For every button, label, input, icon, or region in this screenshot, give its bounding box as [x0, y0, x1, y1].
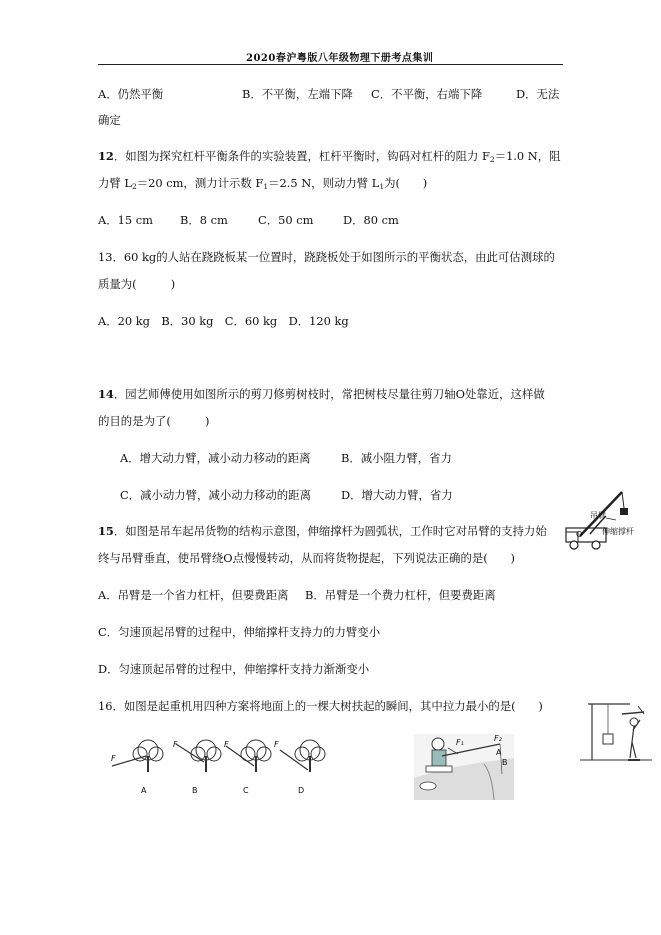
- q14-line2: 的目的是为了( ): [98, 414, 210, 428]
- q12-line1: [98, 148, 561, 168]
- fishing-label-b: B: [502, 758, 508, 767]
- header-rule: [98, 64, 563, 65]
- q14-option-d: D．增大动力臂，省力: [341, 488, 453, 502]
- q14-line1: [98, 386, 545, 402]
- fishing-label-a: A: [496, 748, 502, 757]
- q12-sub: 1: [263, 182, 269, 191]
- fishing-label-f1: F₁: [456, 738, 464, 747]
- q12-option-d: D．80 cm: [343, 213, 399, 227]
- q14-number: 14: [98, 387, 114, 401]
- q13-line2: 质量为( ): [98, 277, 176, 291]
- crane-figure: [560, 488, 650, 554]
- q14-text: ．园艺师傅使用如图所示的剪刀修剪树枝时，常把树枝尽量往剪刀轴O处靠近，这样做: [113, 387, 545, 401]
- q12-option-a: A．15 cm: [98, 213, 153, 227]
- q12-option-c: C．50 cm: [258, 213, 314, 227]
- q11-option-d-cont: 确定: [98, 113, 121, 127]
- q12-option-b: B．8 cm: [180, 213, 228, 227]
- q13-options: A．20 kg B．30 kg C．60 kg D．120 kg: [98, 314, 349, 328]
- crane-label-o: O: [576, 530, 583, 539]
- q15-text: ．如图是吊车起吊货物的结构示意图，伸缩撑杆为圆弧状，工作时它对吊臂的支持力始: [113, 524, 547, 538]
- q12-text: ＝1.0 N，阻: [494, 149, 561, 163]
- tree-label-c: C: [243, 786, 249, 795]
- q11-option-c: C．不平衡，右端下降: [371, 87, 483, 101]
- q12-sub: 1: [379, 182, 385, 191]
- fishing-figure: [414, 734, 514, 800]
- crane-label-arm: 吊臂: [590, 511, 606, 520]
- q12-number: 12: [98, 149, 114, 163]
- q12-text: 为( ): [384, 176, 428, 190]
- fishing-label-f2: F₂: [494, 734, 502, 743]
- q15-option-a: A．吊臂是一个省力杠杆，但要费距离: [98, 588, 289, 602]
- tree-label-d: D: [298, 786, 305, 795]
- q12-line2: [98, 175, 427, 195]
- page-header-title: 2020春沪粤版八年级物理下册考点集训: [246, 53, 434, 64]
- tree-label-b: B: [192, 786, 198, 795]
- q11-option-d: D．无法: [516, 87, 560, 101]
- q11-option-b: B．不平衡，左端下降: [242, 87, 353, 101]
- q15-option-b: B．吊臂是一个费力杠杆，但要费距离: [305, 588, 496, 602]
- tree-c-force-label: F: [224, 740, 229, 749]
- q15-option-d: D．匀速顶起吊臂的过程中，伸缩撑杆支持力渐渐变小: [98, 662, 370, 676]
- q15-line1: [98, 523, 547, 539]
- tree-figures: [108, 736, 338, 786]
- tree-label-a: A: [141, 786, 147, 795]
- q14-option-c: C．减小动力臂，减小动力移动的距离: [120, 488, 311, 502]
- tree-a-force-label: F: [111, 754, 116, 763]
- tree-b-force-label: F: [173, 740, 178, 749]
- pulley-figure: [578, 700, 654, 766]
- q11-option-a: A．仍然平衡: [98, 87, 164, 101]
- q15-option-c: C．匀速顶起吊臂的过程中，伸缩撑杆支持力的力臂变小: [98, 625, 381, 639]
- q15-line2: 终与吊臂垂直，使吊臂绕O点慢慢转动，从而将货物提起，下列说法正确的是( ): [98, 551, 515, 565]
- q12-text: 力臂 L: [98, 176, 132, 190]
- q14-option-b: B．减小阻力臂，省力: [341, 451, 452, 465]
- q12-sub: 2: [489, 155, 495, 164]
- q16-line: 16．如图是起重机用四种方案将地面上的一棵大树扶起的瞬间，其中拉力最小的是( ): [98, 699, 543, 713]
- tree-d-force-label: F: [274, 740, 279, 749]
- crane-label-strut: 伸缩撑杆: [602, 527, 634, 536]
- q12-sub: 2: [131, 182, 137, 191]
- q15-number: 15: [98, 524, 114, 538]
- q12-text: ．如图为探究杠杆平衡条件的实验装置，杠杆平衡时，钩码对杠杆的阻力 F: [113, 149, 490, 163]
- q12-text: ＝2.5 N，则动力臂 L: [268, 176, 380, 190]
- q14-option-a: A．增大动力臂，减小动力移动的距离: [120, 451, 311, 465]
- q12-text: ＝20 cm，测力计示数 F: [136, 176, 264, 190]
- q13-line1: 13．60 kg的人站在跷跷板某一位置时，跷跷板处于如图所示的平衡状态，由此可估测球的: [98, 250, 555, 264]
